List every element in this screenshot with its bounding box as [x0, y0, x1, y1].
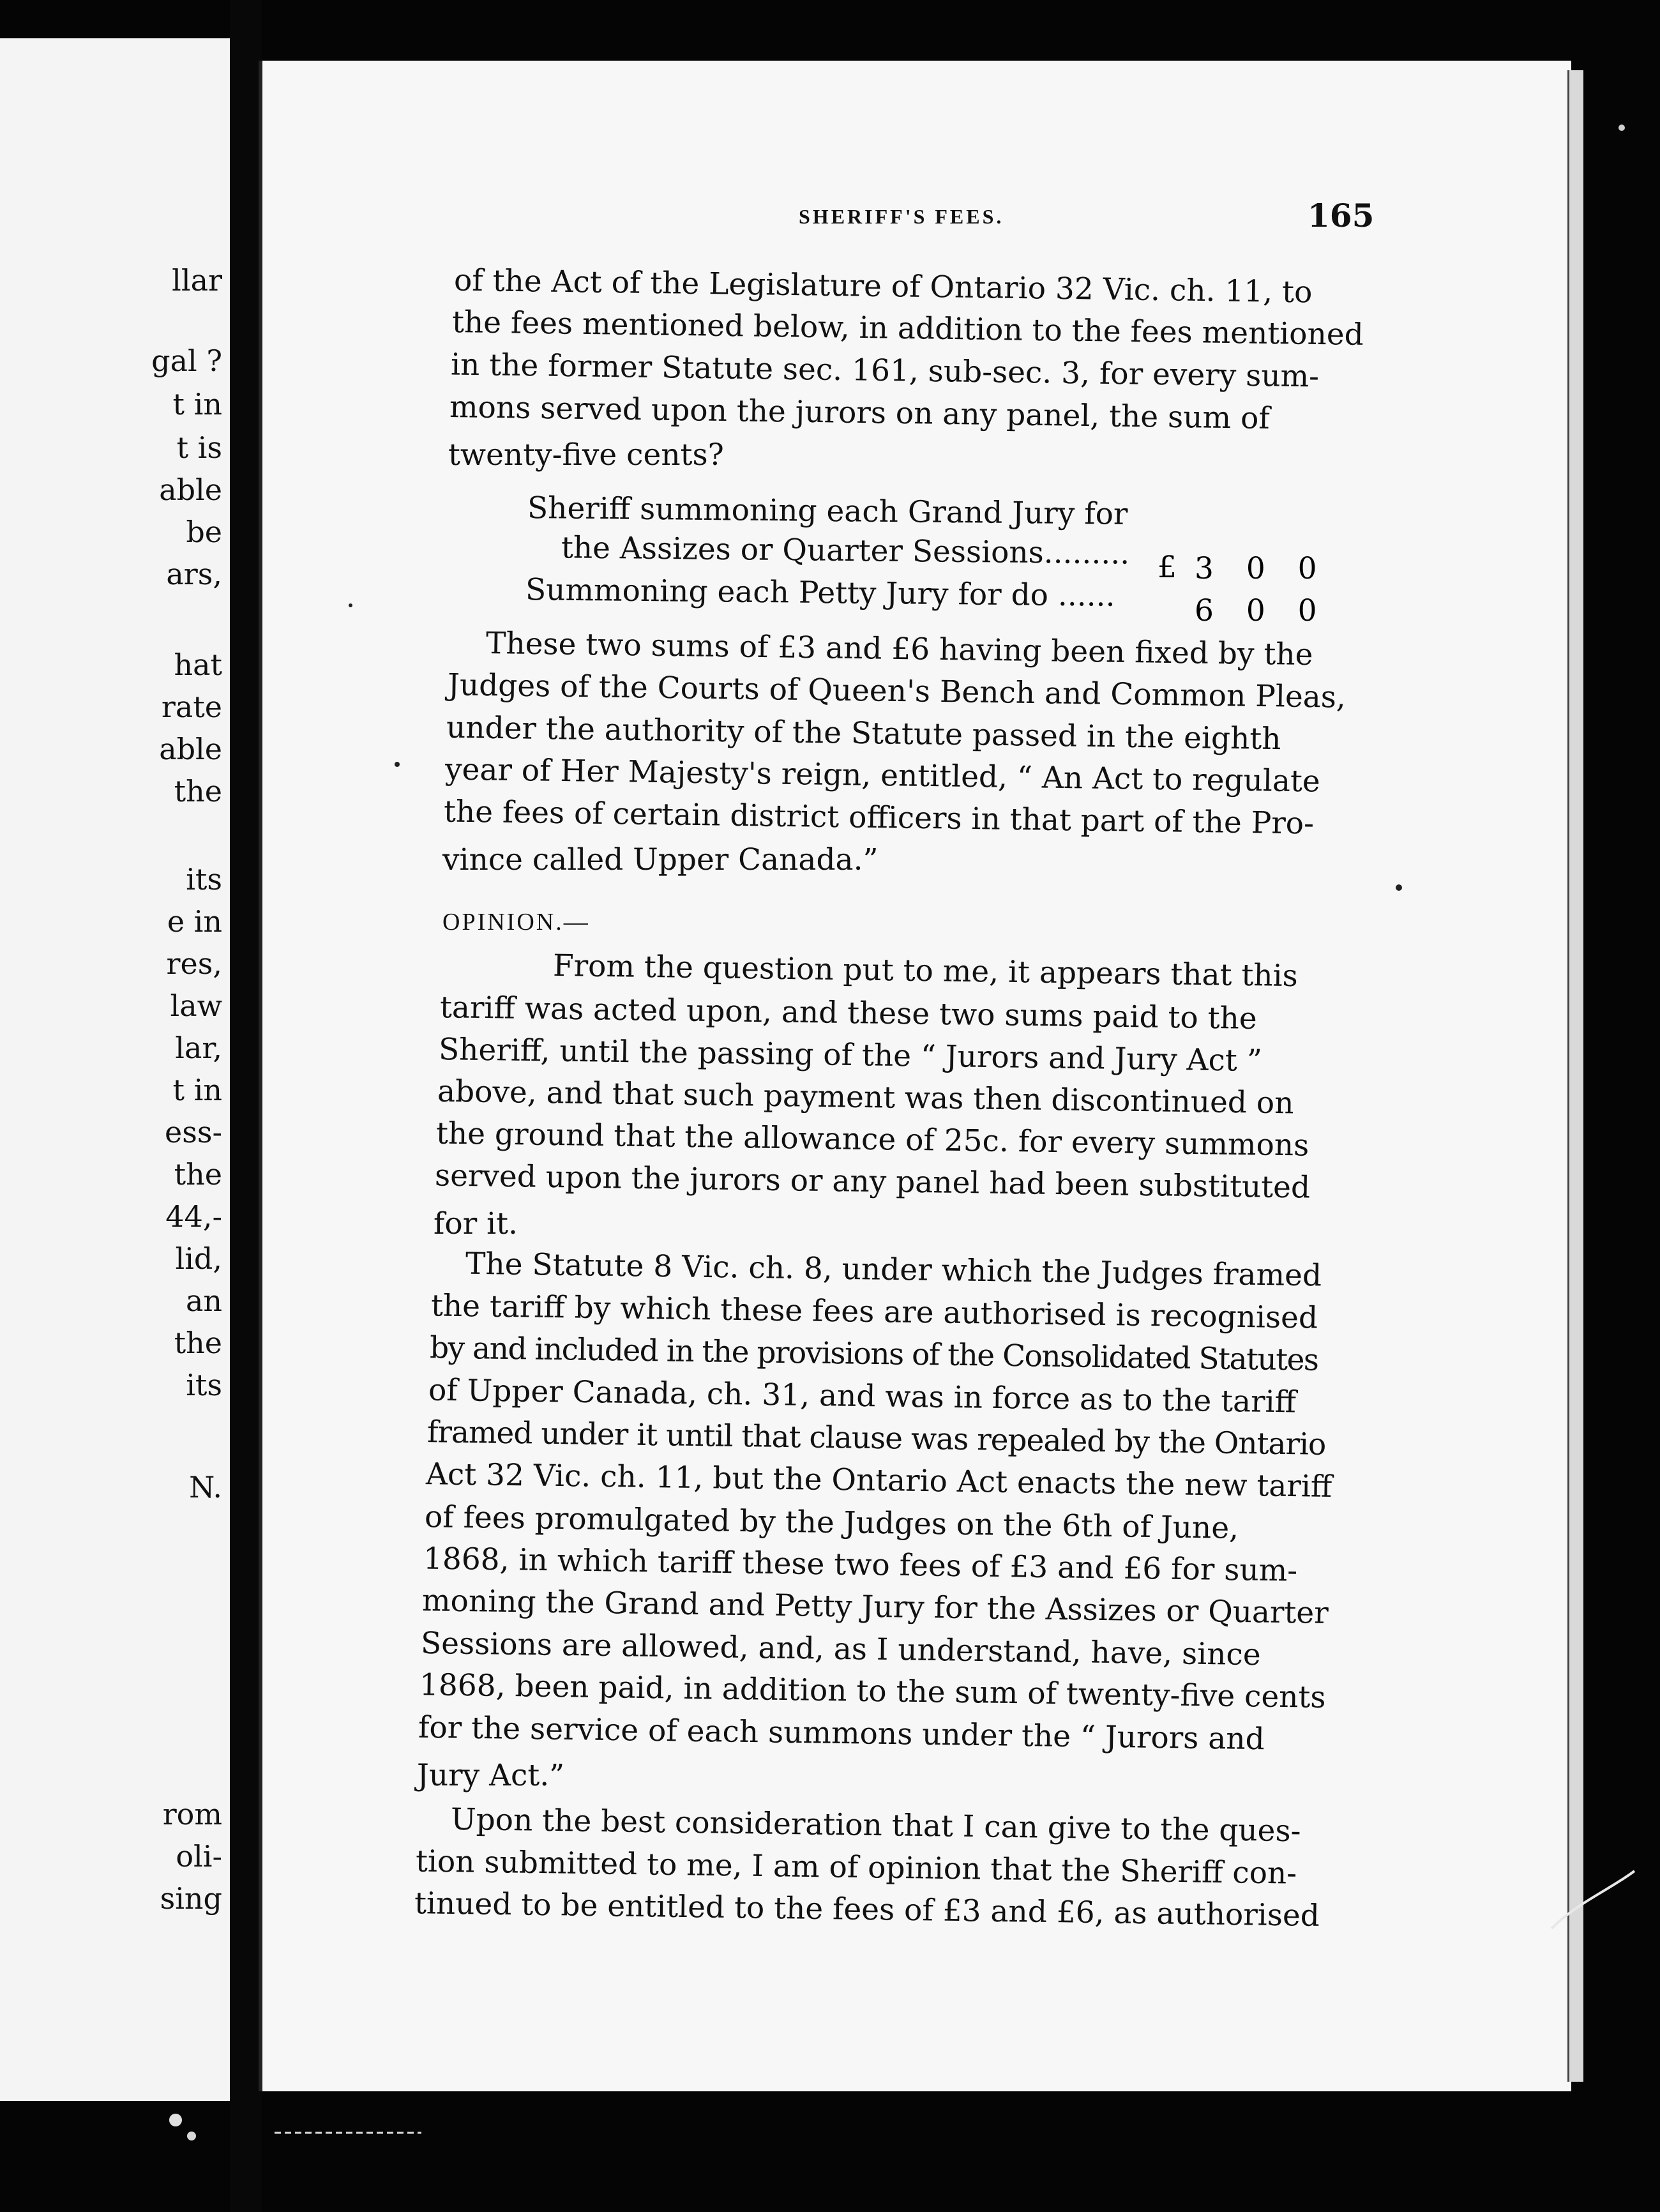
left-fragment: rate	[161, 690, 222, 724]
text-line: 1868, been paid, in addition to the sum of twenty-five cents	[419, 1667, 1326, 1715]
fee-description: Sheriff summoning each Grand Jury for	[527, 490, 1128, 532]
text-line: served upon the jurors or any panel had been substituted	[434, 1158, 1311, 1206]
text-line: year of Her Majesty's reign, entitled, “ An Act to regulate	[444, 752, 1321, 799]
book-page	[259, 61, 1571, 2091]
page-edge	[1567, 70, 1583, 2082]
currency-symbol: £	[1158, 550, 1177, 585]
text-line: From the question put to me, it appears that this	[552, 948, 1299, 994]
text-line: by and included in the provisions of the Consolidated Statutes	[429, 1330, 1318, 1378]
text-line: moning the Grand and Petty Jury for the Assizes or Quarter	[421, 1583, 1329, 1631]
left-fragment: N.	[189, 1470, 222, 1504]
text-line: tariff was acted upon, and these two sums paid to the	[439, 990, 1258, 1036]
fee-amount: 6 0 0	[1195, 593, 1329, 628]
text-line: twenty-five cents?	[448, 437, 724, 473]
running-head: SHERIFF'S FEES.	[799, 205, 1004, 228]
left-fragment: an	[185, 1284, 222, 1318]
text-line: vince called Upper Canada.”	[442, 842, 879, 877]
text-line: the ground that the allowance of 25c. for every summons	[435, 1116, 1309, 1163]
left-fragment: e in	[167, 904, 222, 939]
text-line: under the authority of the Statute passed in the eighth	[446, 709, 1281, 757]
text-line: the fees mentioned below, in addition to the fees mentioned	[451, 305, 1364, 352]
text-line: tinued to be entitled to the fees of £3 and £6, as authorised	[414, 1886, 1320, 1934]
left-fragment: able	[159, 732, 222, 766]
book-gutter	[230, 0, 262, 2212]
text-line: The Statute 8 Vic. ch. 8, under which the Judges framed	[465, 1246, 1322, 1294]
text-line: mons served upon the jurors on any panel, the sum of	[449, 390, 1271, 436]
left-fragment: the	[174, 1326, 222, 1360]
text-line: the fees of certain district officers in that part of the Pro-	[443, 794, 1315, 842]
fee-description: the Assizes or Quarter Sessions.........	[561, 530, 1130, 572]
text-line: above, and that such payment was then discontinued on	[437, 1073, 1294, 1121]
page-number: 165	[1308, 197, 1375, 234]
fee-description: Summoning each Petty Jury for do ......	[525, 572, 1115, 614]
left-fragment: llar	[172, 263, 222, 298]
text-line: of Upper Canada, ch. 31, and was in force as to the tariff	[428, 1372, 1297, 1420]
text-line: 1868, in which tariff these two fees of £3 and £6 for sum-	[423, 1541, 1298, 1589]
text-line: framed under it until that clause was repealed by the Ontario	[426, 1414, 1326, 1462]
left-fragment: 44,-	[165, 1199, 222, 1234]
text-line: Judges of the Courts of Queen's Bench and Common Pleas,	[447, 667, 1347, 715]
text-line: of fees promulgated by the Judges on the 6th of June,	[424, 1499, 1239, 1546]
left-fragment: res,	[166, 946, 222, 981]
left-fragment: hat	[174, 648, 222, 682]
left-fragment: its	[186, 1368, 222, 1402]
left-facing-page	[0, 38, 230, 2101]
text-line: Sheriff, until the passing of the “ Jurors and Jury Act ”	[438, 1031, 1263, 1079]
left-fragment: lar,	[175, 1031, 222, 1065]
left-fragment: be	[186, 515, 222, 549]
text-line: These two sums of £3 and £6 having been fixed by the	[485, 625, 1313, 673]
left-fragment: gal ?	[151, 344, 222, 378]
left-fragment: lid,	[175, 1241, 222, 1276]
fee-amount: 3 0 0	[1195, 551, 1329, 586]
text-line: Jury Act.”	[417, 1758, 565, 1793]
left-fragment: sing	[160, 1881, 222, 1916]
text-line: for it.	[434, 1206, 518, 1241]
left-fragment: ars,	[166, 557, 222, 591]
left-fragment: able	[159, 473, 222, 507]
left-fragment: t in	[172, 1073, 222, 1107]
left-fragment: the	[174, 774, 222, 808]
opinion-heading: OPINION.—	[442, 909, 590, 936]
text-line: tion submitted to me, I am of opinion that the Sheriff con-	[415, 1844, 1297, 1891]
text-line: the tariff by which these fees are authorised is recognised	[430, 1288, 1318, 1336]
left-fragment: rom	[162, 1797, 222, 1831]
left-fragment: ess-	[165, 1115, 222, 1149]
text-line: in the former Statute sec. 161, sub-sec. 3, for every sum-	[450, 347, 1320, 395]
left-fragment: t is	[176, 430, 222, 465]
text-line: Sessions are allowed, and, as I understand, have, since	[420, 1625, 1261, 1673]
left-fragment: its	[186, 862, 222, 897]
text-line: Act 32 Vic. ch. 11, but the Ontario Act enacts the new tariff	[425, 1457, 1332, 1504]
scan-speck	[1396, 884, 1402, 891]
text-line: of the Act of the Legislature of Ontario 32 Vic. ch. 11, to	[453, 262, 1313, 310]
left-fragment: law	[170, 989, 222, 1023]
scan-speck	[349, 603, 352, 607]
left-fragment: oli-	[176, 1839, 222, 1874]
text-line: Upon the best consideration that I can give to the ques-	[450, 1801, 1301, 1849]
left-fragment: t in	[172, 387, 222, 421]
scan-speck	[395, 762, 400, 767]
left-fragment: the	[174, 1157, 222, 1192]
text-line: for the service of each summons under the “ Jurors and	[418, 1709, 1265, 1757]
